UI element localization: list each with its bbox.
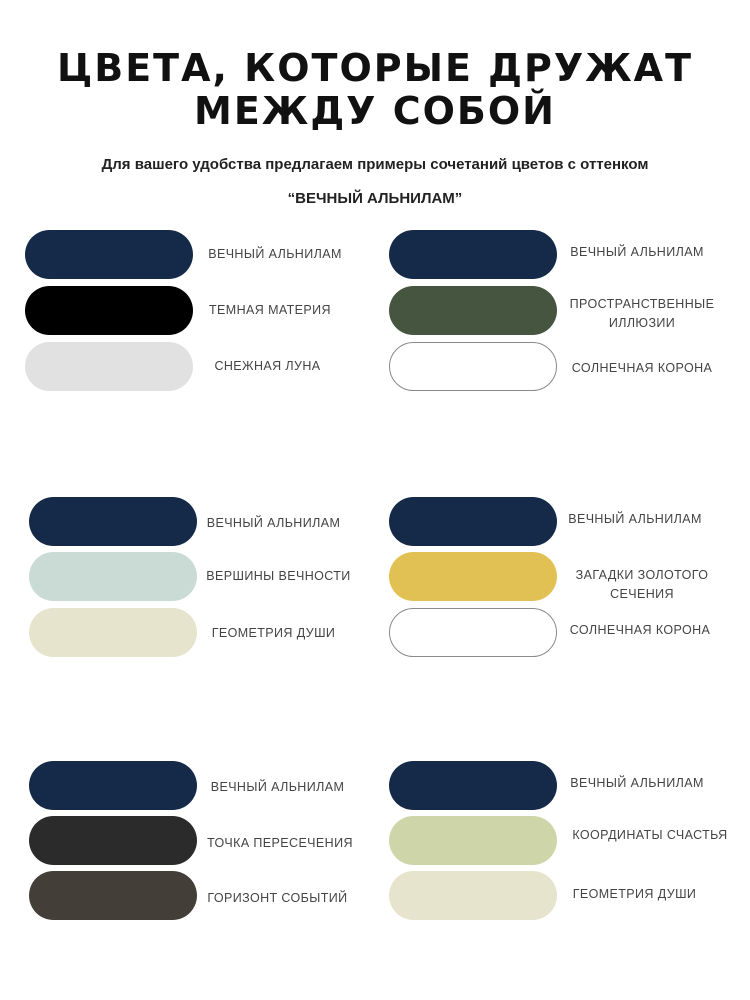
swatch-group5-1 — [29, 761, 197, 810]
swatch-label-group4-2 — [562, 566, 722, 604]
swatch-label-group1-2: ТЕМНАЯ МАТЕРИЯ — [209, 303, 331, 317]
swatch-label-group2-2-line2: ИЛЛЮЗИИ — [608, 316, 676, 330]
swatch-group3-2 — [29, 552, 197, 601]
swatch-label-group6-3: ГЕОМЕТРИЯ ДУШИ — [572, 887, 697, 901]
shade-name: “ВЕЧНЫЙ АЛЬНИЛАМ” — [287, 190, 463, 207]
swatch-group5-3 — [29, 871, 197, 920]
swatch-label-group4-1: ВЕЧНЫЙ АЛЬНИЛАМ — [568, 512, 702, 526]
swatch-label-group4-2-line1: ЗАГАДКИ ЗОЛОТОГО — [575, 568, 709, 582]
swatch-group6-3 — [389, 871, 557, 920]
swatch-group6-1 — [389, 761, 557, 810]
swatch-group3-1 — [29, 497, 197, 546]
swatch-group6-2 — [389, 816, 557, 865]
swatch-label-group3-3: ГЕОМЕТРИЯ ДУШИ — [211, 626, 336, 640]
swatch-label-group6-1: ВЕЧНЫЙ АЛЬНИЛАМ — [570, 776, 704, 790]
swatch-label-group3-2: ВЕРШИНЫ ВЕЧНОСТИ — [206, 569, 351, 583]
swatch-label-group4-3: СОЛНЕЧНАЯ КОРОНА — [569, 623, 711, 637]
swatch-label-group2-2-line1: ПРОСТРАНСТВЕННЫЕ — [569, 297, 715, 311]
swatch-group2-1 — [389, 230, 557, 279]
swatch-group4-1 — [389, 497, 557, 546]
swatch-label-group5-3: ГОРИЗОНТ СОБЫТИЙ — [207, 891, 348, 905]
swatch-label-group1-3: СНЕЖНАЯ ЛУНА — [214, 359, 321, 373]
swatch-group5-2 — [29, 816, 197, 865]
swatch-group3-3 — [29, 608, 197, 657]
page-title-line-2: МЕЖДУ СОБОЙ — [194, 89, 556, 133]
swatch-label-group6-2: КООРДИНАТЫ СЧАСТЬЯ — [572, 828, 728, 842]
swatch-label-group2-3: СОЛНЕЧНАЯ КОРОНА — [571, 361, 713, 375]
swatch-group1-1 — [25, 230, 193, 279]
swatch-label-group2-2 — [562, 295, 722, 333]
page-title-line-1: ЦВЕТА, КОТОРЫЕ ДРУЖАТ — [56, 46, 693, 90]
swatch-label-group5-1: ВЕЧНЫЙ АЛЬНИЛАМ — [210, 780, 345, 794]
swatch-group4-2 — [389, 552, 557, 601]
swatch-label-group4-2-line2: СЕЧЕНИЯ — [610, 587, 674, 601]
swatch-label-group5-2: ТОЧКА ПЕРЕСЕЧЕНИЯ — [207, 836, 353, 850]
swatch-group4-3 — [389, 608, 557, 657]
swatch-group1-2 — [25, 286, 193, 335]
swatch-group1-3 — [25, 342, 193, 391]
page-subtitle: Для вашего удобства предлагаем примеры сочетаний цветов с оттенком — [101, 156, 649, 173]
swatch-group2-2 — [389, 286, 557, 335]
swatch-group2-3 — [389, 342, 557, 391]
swatch-label-group3-1: ВЕЧНЫЙ АЛЬНИЛАМ — [206, 516, 341, 530]
swatch-label-group1-1: ВЕЧНЫЙ АЛЬНИЛАМ — [208, 247, 342, 261]
swatch-label-group2-1: ВЕЧНЫЙ АЛЬНИЛАМ — [570, 245, 704, 259]
